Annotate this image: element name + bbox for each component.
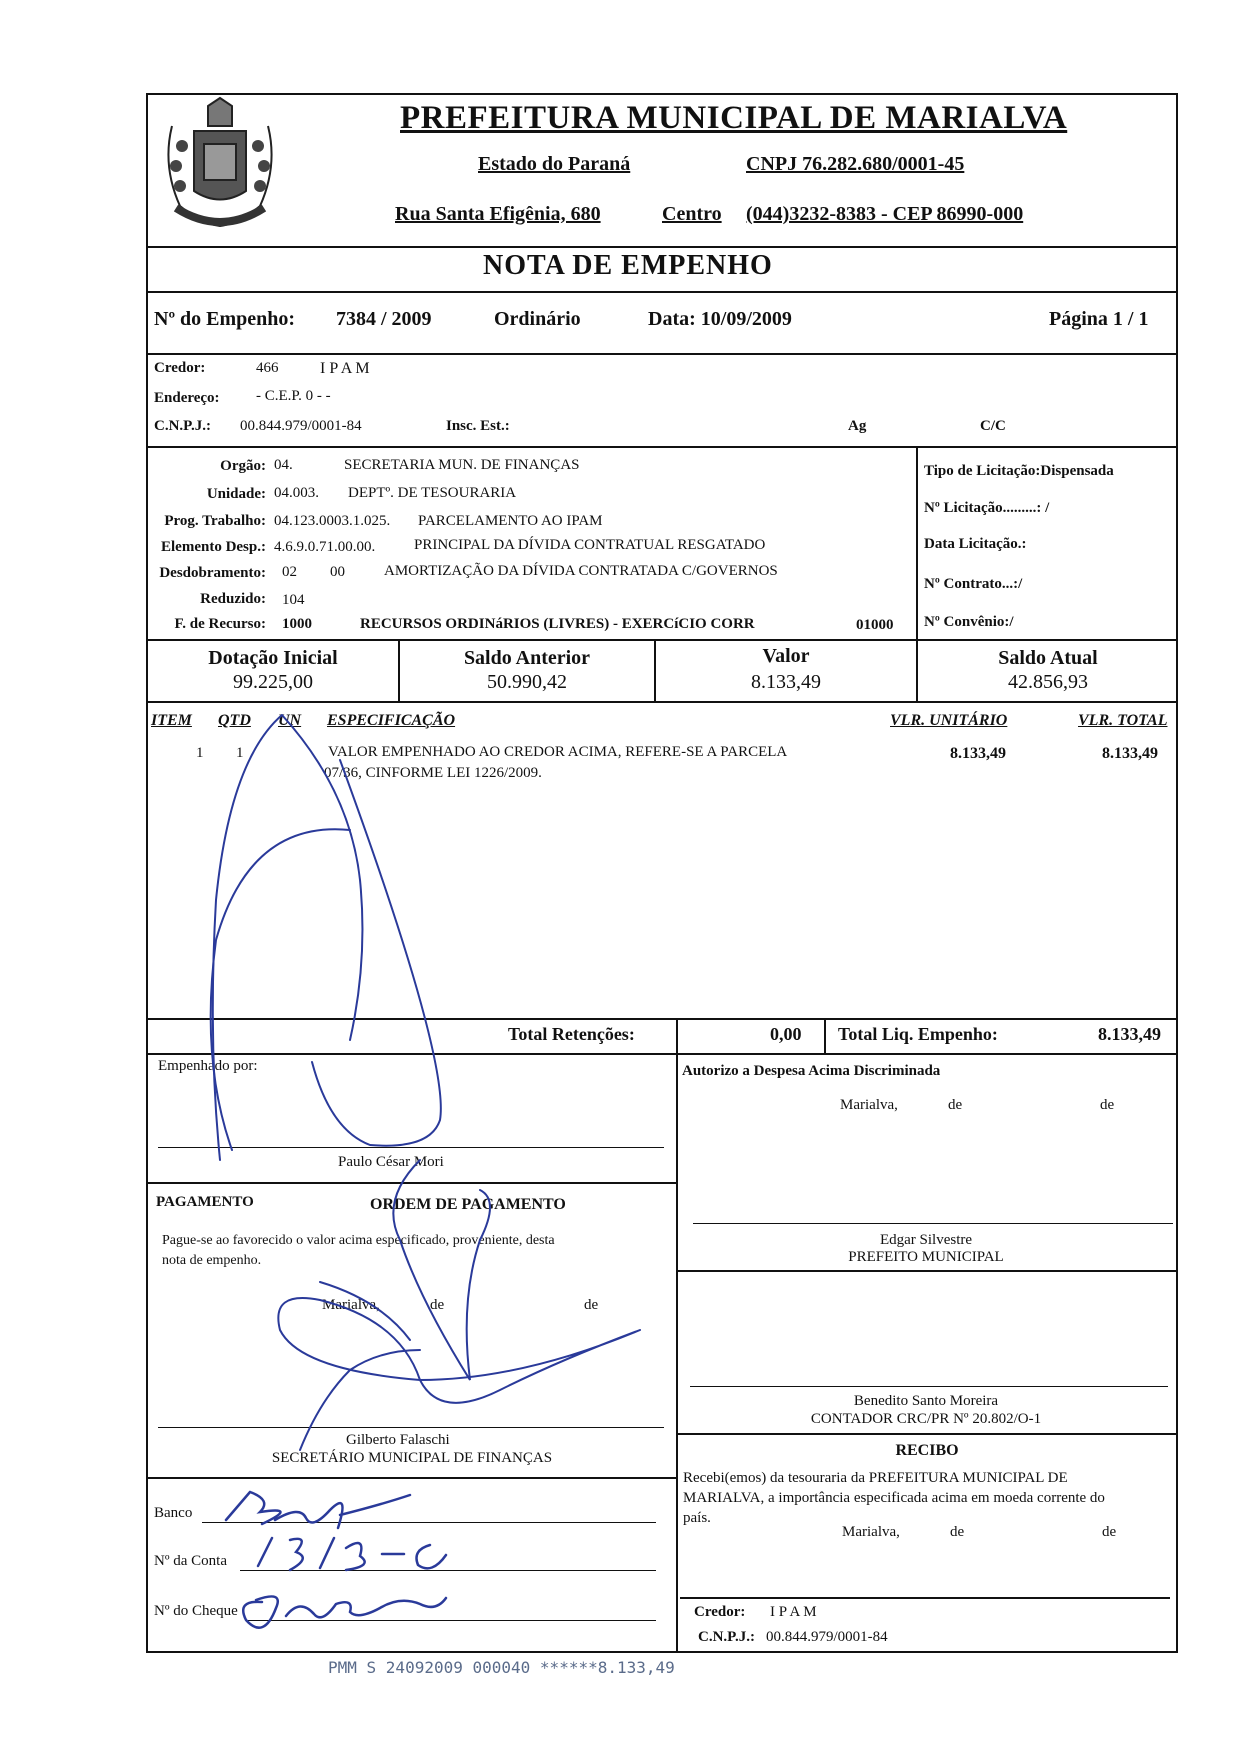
recibo-city: Marialva, xyxy=(842,1524,900,1540)
item-vlr-unitario: 8.133,49 xyxy=(950,745,1006,762)
total-liq-value: 8.133,49 xyxy=(1098,1024,1161,1044)
contrato-numero: Nº Contrato...:/ xyxy=(924,576,1023,592)
ag-label: Ag xyxy=(848,418,867,434)
pagamento-text-line1: Pague-se ao favorecido o valor acima especificado, proveniente, desta xyxy=(162,1233,555,1248)
recibo-text-line3: país. xyxy=(683,1510,711,1526)
signature-line xyxy=(680,1597,1170,1599)
valor-label: Valor xyxy=(762,645,810,667)
col-un: UN xyxy=(278,712,302,729)
cheque-line xyxy=(248,1620,656,1621)
recibo-de-2: de xyxy=(1102,1524,1117,1540)
credor-label: Credor: xyxy=(154,360,206,376)
contador-title: CONTADOR CRC/PR Nº 20.802/O-1 xyxy=(810,1411,1042,1427)
doc-title: NOTA DE EMPENHO xyxy=(483,250,773,281)
convenio-numero: Nº Convênio:/ xyxy=(924,614,1014,630)
prog-label: Prog. Trabalho: xyxy=(164,513,266,529)
secretario-name: Gilberto Falaschi xyxy=(346,1432,450,1448)
orgao-name: SECRETARIA MUN. DE FINANÇAS xyxy=(344,457,580,473)
recurso-code-2: 01000 xyxy=(856,617,894,633)
secretario-title: SECRETÁRIO MUNICIPAL DE FINANÇAS xyxy=(271,1450,553,1466)
recibo-text-line1: Recebi(emos) da tesouraria da PREFEITURA MUNICIPAL DE xyxy=(683,1470,1068,1486)
orgao-code: 04. xyxy=(274,457,293,473)
signature-line xyxy=(158,1427,664,1428)
header-neighborhood: Centro xyxy=(662,203,722,225)
header-state: Estado do Paraná xyxy=(478,153,631,175)
divider xyxy=(146,1182,676,1184)
endereco-label: Endereço: xyxy=(154,390,220,406)
item-qtd: 1 xyxy=(236,745,244,761)
mechanical-stamp: PMM S 24092009 000040 ******8.133,49 xyxy=(328,1658,675,1677)
divider xyxy=(146,1018,1178,1020)
endereco-value: - C.E.P. 0 - - xyxy=(256,388,331,404)
cheque-label: Nº do Cheque xyxy=(154,1603,238,1619)
recurso-label: F. de Recurso: xyxy=(174,616,266,632)
divider xyxy=(146,639,1178,641)
autorizo-de-2: de xyxy=(1100,1097,1115,1113)
elemento-name: PRINCIPAL DA DÍVIDA CONTRATUAL RESGATADO xyxy=(414,537,766,553)
pagamento-text-line2: nota de empenho. xyxy=(162,1253,262,1268)
header-cnpj: CNPJ 76.282.680/0001-45 xyxy=(746,153,965,175)
desdobramento-name: AMORTIZAÇÃO DA DÍVIDA CONTRATADA C/GOVERNOS xyxy=(384,563,778,579)
licitacao-numero: Nº Licitação.........: / xyxy=(924,500,1050,516)
credor-name: I P A M xyxy=(320,360,370,377)
col-especificacao: ESPECIFICAÇÃO xyxy=(327,712,456,729)
coat-of-arms-logo xyxy=(152,96,288,236)
signature-line xyxy=(690,1386,1168,1387)
prefeito-title: PREFEITO MUNICIPAL xyxy=(848,1249,1004,1265)
item-number: 1 xyxy=(196,745,204,761)
recurso-name: RECURSOS ORDINáRIOS (LIVRES) - EXERCíCIO CORR xyxy=(360,616,755,632)
cnpj-value: 00.844.979/0001-84 xyxy=(240,418,362,434)
item-especificacao-line2: 07/36, CINFORME LEI 1226/2009. xyxy=(324,765,542,781)
divider xyxy=(146,701,1178,703)
autorizo-label: Autorizo a Despesa Acima Discriminada xyxy=(682,1063,941,1079)
item-especificacao-line1: VALOR EMPENHADO AO CREDOR ACIMA, REFERE-SE A PARCELA xyxy=(328,744,788,760)
pagamento-de-1: de xyxy=(430,1297,445,1313)
unidade-name: DEPTº. DE TESOURARIA xyxy=(348,485,517,501)
divider xyxy=(146,353,1178,355)
header-address: Rua Santa Efigênia, 680 xyxy=(395,203,601,225)
retencoes-label: Total Retenções: xyxy=(508,1024,635,1044)
col-vlr-unitario: VLR. UNITÁRIO xyxy=(890,712,1008,729)
empenho-number: 7384 / 2009 xyxy=(336,308,432,330)
reduzido-label: Reduzido: xyxy=(200,591,266,607)
saldo-anterior-label: Saldo Anterior xyxy=(463,647,591,669)
empenho-date: Data: 10/09/2009 xyxy=(648,308,792,330)
page-title: PREFEITURA MUNICIPAL DE MARIALVA xyxy=(400,100,1068,136)
recurso-code: 1000 xyxy=(282,616,312,632)
valor-value: 8.133,49 xyxy=(751,671,821,693)
licitacao-data: Data Licitação.: xyxy=(924,536,1027,552)
total-liq-label: Total Liq. Empenho: xyxy=(838,1024,998,1044)
recibo-title: RECIBO xyxy=(895,1442,959,1459)
divider xyxy=(676,1018,678,1054)
orgao-label: Orgão: xyxy=(220,458,266,474)
saldo-anterior-value: 50.990,42 xyxy=(487,671,567,693)
divider xyxy=(916,446,918,640)
banco-line xyxy=(202,1522,656,1523)
col-item: ITEM xyxy=(151,712,192,729)
pagamento-label: PAGAMENTO xyxy=(156,1194,254,1210)
elemento-code: 4.6.9.0.71.00.00. xyxy=(274,539,376,555)
item-vlr-total: 8.133,49 xyxy=(1102,745,1158,762)
recibo-cnpj-label: C.N.P.J.: xyxy=(698,1629,755,1645)
autorizo-city: Marialva, xyxy=(840,1097,898,1113)
dotacao-value: 99.225,00 xyxy=(233,671,313,693)
desdobramento-code-2: 00 xyxy=(330,564,345,580)
recibo-cnpj-value: 00.844.979/0001-84 xyxy=(766,1629,888,1645)
unidade-code: 04.003. xyxy=(274,485,319,501)
conta-line xyxy=(240,1570,656,1571)
empenho-number-label: Nº do Empenho: xyxy=(154,308,296,330)
recibo-text-line2: MARIALVA, a importância especificada acima em moeda corrente do xyxy=(683,1490,1105,1506)
autorizo-de-1: de xyxy=(948,1097,963,1113)
recibo-de-1: de xyxy=(950,1524,965,1540)
divider xyxy=(676,1433,1178,1435)
signature-line xyxy=(158,1147,664,1148)
empenhado-label: Empenhado por: xyxy=(158,1058,258,1074)
divider xyxy=(676,1270,1178,1272)
cnpj-label: C.N.P.J.: xyxy=(154,418,211,434)
contador-name: Benedito Santo Moreira xyxy=(853,1393,999,1409)
credor-code: 466 xyxy=(256,360,279,376)
divider xyxy=(146,246,1178,248)
col-qtd: QTD xyxy=(218,712,251,729)
recibo-credor-label: Credor: xyxy=(694,1604,746,1620)
desdobramento-label: Desdobramento: xyxy=(159,565,266,581)
reduzido-value: 104 xyxy=(282,592,305,608)
prog-name: PARCELAMENTO AO IPAM xyxy=(418,513,603,529)
licitacao-tipo: Tipo de Licitação:Dispensada xyxy=(924,463,1114,479)
prog-code: 04.123.0003.1.025. xyxy=(274,513,391,529)
divider xyxy=(146,1477,676,1479)
empenhado-signer: Paulo César Mori xyxy=(338,1154,444,1170)
signature-line xyxy=(693,1223,1173,1224)
divider xyxy=(146,291,1178,293)
retencoes-value: 0,00 xyxy=(770,1024,802,1044)
unidade-label: Unidade: xyxy=(206,486,266,502)
pagamento-city: Marialva, xyxy=(322,1297,380,1313)
page-number: Página 1 / 1 xyxy=(1049,308,1149,330)
conta-label: Nº da Conta xyxy=(154,1553,227,1569)
saldo-atual-label: Saldo Atual xyxy=(998,647,1098,669)
header-phone-cep: (044)3232-8383 - CEP 86990-000 xyxy=(746,203,1024,225)
divider xyxy=(824,1018,826,1054)
insc-label: Insc. Est.: xyxy=(446,418,510,434)
recibo-credor-value: I P A M xyxy=(770,1604,817,1620)
cc-label: C/C xyxy=(980,418,1006,434)
pagamento-de-2: de xyxy=(584,1297,599,1313)
desdobramento-code-1: 02 xyxy=(282,564,297,580)
divider xyxy=(146,1053,1178,1055)
prefeito-name: Edgar Silvestre xyxy=(879,1232,973,1248)
saldo-atual-value: 42.856,93 xyxy=(1008,671,1088,693)
dotacao-label: Dotação Inicial xyxy=(208,647,338,669)
divider xyxy=(676,1053,678,1653)
empenho-type: Ordinário xyxy=(494,308,581,330)
ordem-pagamento-title: ORDEM DE PAGAMENTO xyxy=(370,1196,566,1213)
divider xyxy=(146,446,1178,448)
col-vlr-total: VLR. TOTAL xyxy=(1078,712,1168,729)
banco-label: Banco xyxy=(154,1505,193,1521)
elemento-label: Elemento Desp.: xyxy=(161,539,266,555)
